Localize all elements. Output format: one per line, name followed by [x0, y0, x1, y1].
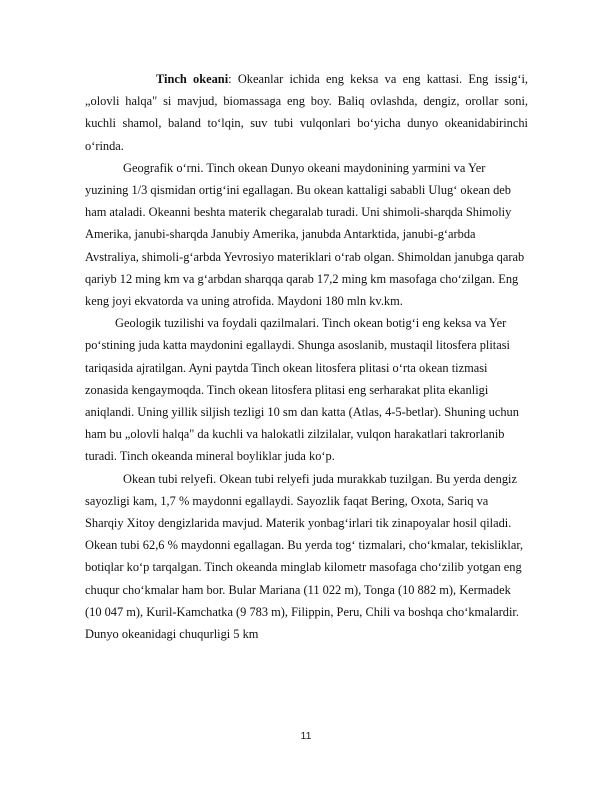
- paragraph-geology: Geologik tuzilishi va foydali qazilmalari. Tinch okean botig‘i eng keksa va Yer po‘stining juda katta maydonini egallaydi. Shunga asoslanib, mustaqil litosfera plitasi tariqasida ajratilgan. Ayni paytda Tinch okean litosfera plitasi o‘rta okean tizmasi zonasida kengaymoqda. Tinch okean litosfera plitasi eng serharakat plita ekanligi aniqlandi. Uning yillik siljish tezligi 10 sm dan katta (Atlas, 4-5-betlar). Shuning uchun ham bu „olovli halqa" da kuchli va halokatli zilzilalar, vulqon harakatlari takrorlanib turadi. Tinch okeanda mineral boyliklar juda ko‘p.: [85, 316, 519, 464]
- paragraph-geographic-location: Geografik o‘rni. Tinch okean Dunyo okeani maydonining yarmini va Yer yuzining 1/3 qismidan ortig‘ini egallagan. Bu okean kattaligi sababli Ulug‘ okean deb ham ataladi. Okeanni beshta materik chegaralab turadi. Uni shimoli-sharqda Shimoliy Amerika, janubi-sharqda Janubiy Amerika, janubda Antarktida, janubi-g‘arbda Avstraliya, shimoli-g‘arbda Yevrosiyo materiklari o‘rab olgan. Shimoldan janubga qarab qariyb 12 ming km va g‘arbdan sharqqa qarab 17,2 ming km masofaga cho‘zilgan. Eng keng joyi ekvatorda va uning atrofida. Maydoni 180 mln kv.km.: [85, 160, 525, 309]
- page-body: [85, 68, 528, 645]
- page-number: 11: [300, 730, 312, 742]
- paragraph-lead-term: Tinch okeani: [156, 72, 229, 86]
- paragraph-intro: [85, 68, 528, 157]
- paragraph-ocean-floor: Okean tubi relyefi. Okean tubi relyefi juda murakkab tuzilgan. Bu yerda dengiz sayozligi kam, 1,7 % maydonni egallaydi. Sayozlik faqat Bering, Oxota, Sariq va Sharqiy Xitoy dengizlarida mavjud. Materik yonbag‘irlari tik zinapoyalar hosil qiladi. Okean tubi 62,6 % maydonni egallagan. Bu yerda tog‘ tizmalari, cho‘kmalar, tekisliklar, botiqlar ko‘p tarqalgan. Tinch okeanda minglab kilometr masofaga cho‘zilib yotgan eng chuqur cho‘kmalar ham bor. Bular Mariana (11 022 m), Tonga (10 882 m), Kermadek (10 047 m), Kuril-Kamchatka (9 783 m), Filippin, Peru, Chili va boshqa cho‘kmalardir. Dunyo okeanidagi chuqurligi 5 km: [85, 471, 524, 642]
- paragraph-intro-text: : Okeanlar ichida eng keksa va eng kattasi. Eng issig‘i, „olovli halqa" si mavjud, biomassaga eng boy. Baliq ovlashda, dengiz, orollar soni, kuchli shamol, baland to‘lqin, suv tubi vulqonlari bo‘yicha dunyo okeanidabirinchi o‘rinda.: [85, 72, 528, 153]
